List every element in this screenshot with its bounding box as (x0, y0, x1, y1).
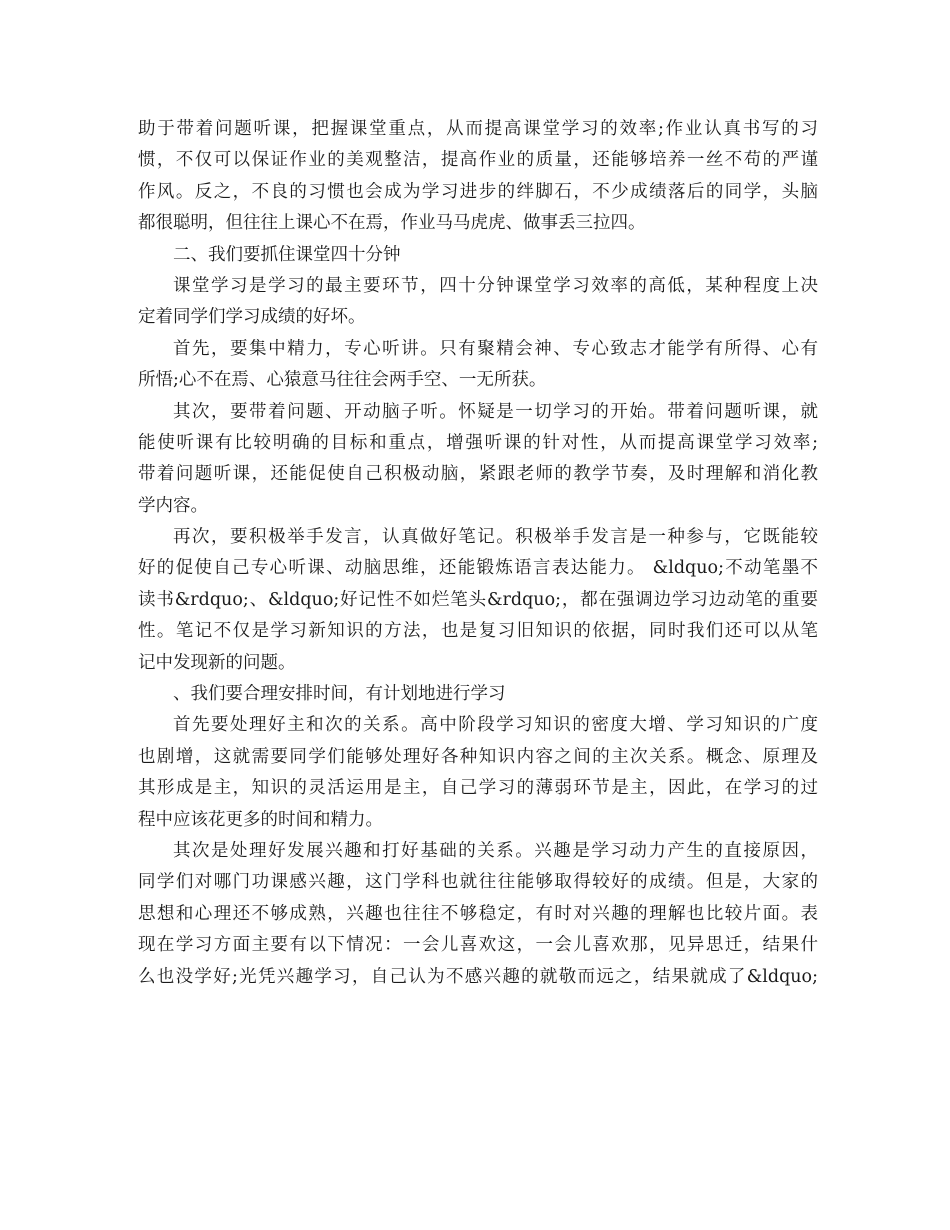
paragraph-first-line: 首先要处理好主和次的关系。高中阶段学习知识的密度大增、学习知识的广度 (173, 715, 818, 736)
paragraph-first-line: 其次是处理好发展兴趣和打好基础的关系。兴趣是学习动力产生的直接原因， (173, 840, 818, 861)
text-line: 好的促使自己专心听课、动脑思维，还能锻炼语言表达能力。 &ldquo;不动笔墨不 (138, 558, 818, 579)
document-body (138, 114, 818, 993)
text-line: 能使听课有比较明确的目标和重点，增强听课的针对性，从而提高课堂学习效率; (138, 432, 818, 453)
text-line: 作风。反之，不良的习惯也会成为学习进步的绊脚石，不少成绩落后的同学，头脑 (138, 181, 818, 202)
paragraph-first-line: 课堂学习是学习的最主要环节，四十分钟课堂学习效率的高低，某种程度上决 (173, 275, 818, 296)
paragraph-first-line: 二、我们要抓住课堂四十分钟 (173, 244, 401, 265)
text-line: 助于带着问题听课，把握课堂重点，从而提高课堂学习的效率;作业认真书写的习 (138, 119, 818, 139)
text-line: 程中应该花更多的时间和精力。 (138, 809, 383, 830)
paragraph-first-line: 、我们要合理安排时间，有计划地进行学习 (173, 684, 506, 705)
text-line: 所悟;心不在焉、心猿意马往往会两手空、一无所获。 (138, 370, 547, 391)
text-line: 学内容。 (138, 495, 208, 516)
text-line: 带着问题听课，还能促使自己积极动脑，紧跟老师的教学节奏，及时理解和消化教 (138, 464, 818, 485)
paragraph-first-line: 首先，要集中精力，专心听讲。只有聚精会神、专心致志才能学有所得、心有 (173, 338, 818, 359)
text-line: 读书&rdquo;、&ldquo;好记性不如烂笔头&rdquo;，都在强调边学习边动笔的重要 (138, 589, 818, 610)
text-line: 记中发现新的问题。 (138, 652, 296, 673)
text-line: 定着同学们学习成绩的好坏。 (138, 307, 366, 328)
text-line: 惯，不仅可以保证作业的美观整洁，提高作业的质量，还能够培养一丝不苟的严谨 (138, 150, 818, 171)
text-line: 思想和心理还不够成熟，兴趣也往往不够稳定，有时对兴趣的理解也比较片面。表 (138, 903, 818, 924)
text-line: 同学们对哪门功课感兴趣，这门学科也就往往能够取得较好的成绩。但是，大家的 (138, 872, 818, 893)
text-line: 么也没学好;光凭兴趣学习，自己认为不感兴趣的就敬而远之，结果就成了&ldquo; (138, 966, 818, 987)
text-line: 现在学习方面主要有以下情况：一会儿喜欢这，一会儿喜欢那，见异思迁，结果什 (138, 935, 818, 956)
paragraph-first-line: 再次，要积极举手发言，认真做好笔记。积极举手发言是一种参与，它既能较 (173, 527, 818, 548)
text-line: 其形成是主，知识的灵活运用是主，自己学习的薄弱环节是主，因此，在学习的过 (138, 778, 818, 799)
text-line: 也剧增，这就需要同学们能够处理好各种知识内容之间的主次关系。概念、原理及 (138, 746, 818, 767)
text-line: 性。笔记不仅是学习新知识的方法，也是复习旧知识的依据，同时我们还可以从笔 (138, 621, 818, 642)
paragraph-first-line: 其次，要带着问题、开动脑子听。怀疑是一切学习的开始。带着问题听课，就 (173, 401, 818, 422)
text-line: 都很聪明，但往往上课心不在焉，作业马马虎虎、做事丢三拉四。 (138, 213, 646, 234)
